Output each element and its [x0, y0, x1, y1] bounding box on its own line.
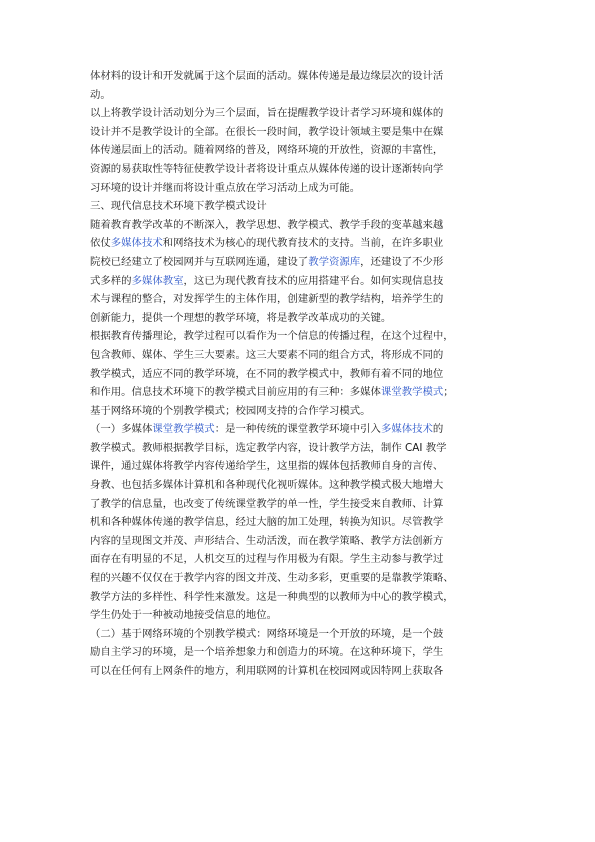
- text-run: 根据教育传播理论，教学过程可以看作为一个信息的传播过程，在这个过程中，: [90, 330, 454, 343]
- text-run: 机和各种媒体传递的教学信息，经过大脑的加工处理，转换为知识。尽管教学: [90, 516, 444, 529]
- text-line: [90, 569, 514, 588]
- text-line: [90, 104, 514, 123]
- text-run: （一）多媒体: [90, 423, 153, 436]
- text-line: [90, 662, 514, 681]
- text-line: [90, 346, 514, 365]
- text-run: ，还建设了不少形: [360, 255, 444, 268]
- text-run: 程的兴趣不仅仅在于教学内容的图文并茂、生动多彩，更重要的是靠教学策略、: [90, 572, 454, 585]
- text-line: [90, 402, 514, 421]
- text-run: 包含教师、媒体、学生三大要素。这三大要素不同的组合方式，将形成不同的: [90, 348, 444, 361]
- text-line: [90, 532, 514, 551]
- text-line: [90, 365, 514, 384]
- text-run: ，这已为现代教育技术的应用搭建平台。如何实现信息技: [183, 274, 444, 287]
- text-line: [90, 216, 514, 235]
- text-run: 的: [432, 423, 444, 436]
- text-run: 身教、也包括多媒体计算机和各种现代化视听媒体。这种教学模式极大地增大: [90, 479, 444, 492]
- text-line: [90, 495, 514, 514]
- text-run: ：是一种传统的课堂教学环境中引入: [214, 423, 381, 436]
- hyperlink[interactable]: 课堂教学模式: [380, 386, 444, 399]
- text-run: 随着教育教学改革的不断深入，教学思想、教学模式、教学手段的变革越来越: [90, 218, 444, 231]
- text-run: （二）基于网络环境的个别教学模式：网络环境是一个开放的环境，是一个鼓: [90, 627, 444, 640]
- text-run: 教学方法的多样性、科学性来激发。这是一种典型的以教师为中心的教学模式，: [90, 590, 454, 603]
- text-run: 院校已经建立了校园网并与互联网连通，建设了: [90, 255, 309, 268]
- text-line: [90, 197, 514, 216]
- body-text: [90, 67, 514, 681]
- text-line: [90, 309, 514, 328]
- text-line: [90, 160, 514, 179]
- text-line: [90, 439, 514, 458]
- text-line: [90, 643, 514, 662]
- text-run: 式多样的: [90, 274, 132, 287]
- text-run: 三、现代信息技术环境下教学模式设计: [90, 200, 267, 213]
- text-run: 术与课程的整合，对发挥学生的主体作用，创建新型的教学结构，培养学生的: [90, 293, 444, 306]
- text-run: 体材料的设计和开发就属于这个层面的活动。媒体传递是最边缘层次的设计活: [90, 70, 444, 82]
- text-run: 资源的易获取性等特征使教学设计者将设计重点从媒体传递的设计逐渐转向学: [90, 162, 444, 175]
- hyperlink[interactable]: 课堂教学模式: [152, 423, 215, 436]
- text-run: 依仗: [90, 237, 111, 250]
- text-line: [90, 86, 514, 105]
- text-run: 和作用。信息技术环境下的教学模式目前应用的有三种：多媒体: [90, 386, 381, 399]
- text-run: 课件，通过媒体将教学内容传递给学生，这里指的媒体包括教师自身的言传、: [90, 460, 444, 473]
- text-line: [90, 476, 514, 495]
- text-run: 设计并不是教学设计的全部。在很长一段时间，教学设计领域主要是集中在媒: [90, 125, 444, 138]
- text-run: 创新能力，提供一个理想的教学环境，将是教学改革成功的关键。: [90, 311, 392, 324]
- text-line: [90, 123, 514, 142]
- text-run: 可以在任何有上网条件的地方，利用联网的计算机在校园网或因特网上获取各: [90, 665, 444, 677]
- text-line: [90, 272, 514, 291]
- text-run: 了教学的信息量，也改变了传统课堂教学的单一性，学生接受来自教师、计算: [90, 497, 444, 510]
- text-line: [90, 588, 514, 607]
- text-run: 以上将教学设计活动划分为三个层面，旨在提醒教学设计者学习环境和媒体的: [90, 107, 444, 120]
- text-line: [90, 290, 514, 309]
- hyperlink[interactable]: 多媒体技术: [110, 237, 163, 250]
- text-run: 内容的呈现图文并茂、声形结合、生动活泼，而在教学策略、教学方法创新方: [90, 534, 444, 547]
- text-run: 习环境的设计并继而将设计重点放在学习活动上成为可能。: [90, 181, 361, 194]
- text-run: 和网络技术为核心的现代教育技术的支持。当前，在许多职业: [162, 237, 444, 250]
- text-line: [90, 606, 514, 625]
- hyperlink[interactable]: 多媒体教室: [131, 274, 184, 287]
- text-run: 面存在有明显的不足，人机交互的过程与作用极为有限。学生主动参与教学过: [90, 553, 444, 566]
- text-run: 基于网络环境的个别教学模式；校园网支持的合作学习模式。: [90, 404, 371, 417]
- hyperlink[interactable]: 多媒体技术: [380, 423, 433, 436]
- text-line: [90, 457, 514, 476]
- text-line: [90, 513, 514, 532]
- text-line: [90, 383, 514, 402]
- text-line: [90, 141, 514, 160]
- text-line: [90, 420, 514, 439]
- text-line: [90, 234, 514, 253]
- text-line: [90, 327, 514, 346]
- hyperlink[interactable]: 教学资源库: [308, 255, 361, 268]
- text-run: 教学模式。教师根据教学目标，选定教学内容，设计教学方法，制作 CAI 教学: [90, 441, 447, 454]
- text-run: ；: [443, 386, 454, 399]
- text-run: 教学模式，适应不同的教学环境，在不同的教学模式中，教师有着不同的地位: [90, 367, 444, 380]
- text-run: 励自主学习的环境，是一个培养想象力和创造力的环境。在这种环境下，学生: [90, 646, 444, 659]
- text-run: 学生仍处于一种被动地接受信息的地位。: [90, 609, 278, 622]
- text-run: 体传递层面上的活动。随着网络的普及，网络环境的开放性，资源的丰富性，: [90, 144, 444, 157]
- text-line: [90, 550, 514, 569]
- text-line: [90, 625, 514, 644]
- text-line: [90, 67, 514, 86]
- text-line: [90, 179, 514, 198]
- text-line: [90, 253, 514, 272]
- text-run: 动。: [90, 88, 111, 101]
